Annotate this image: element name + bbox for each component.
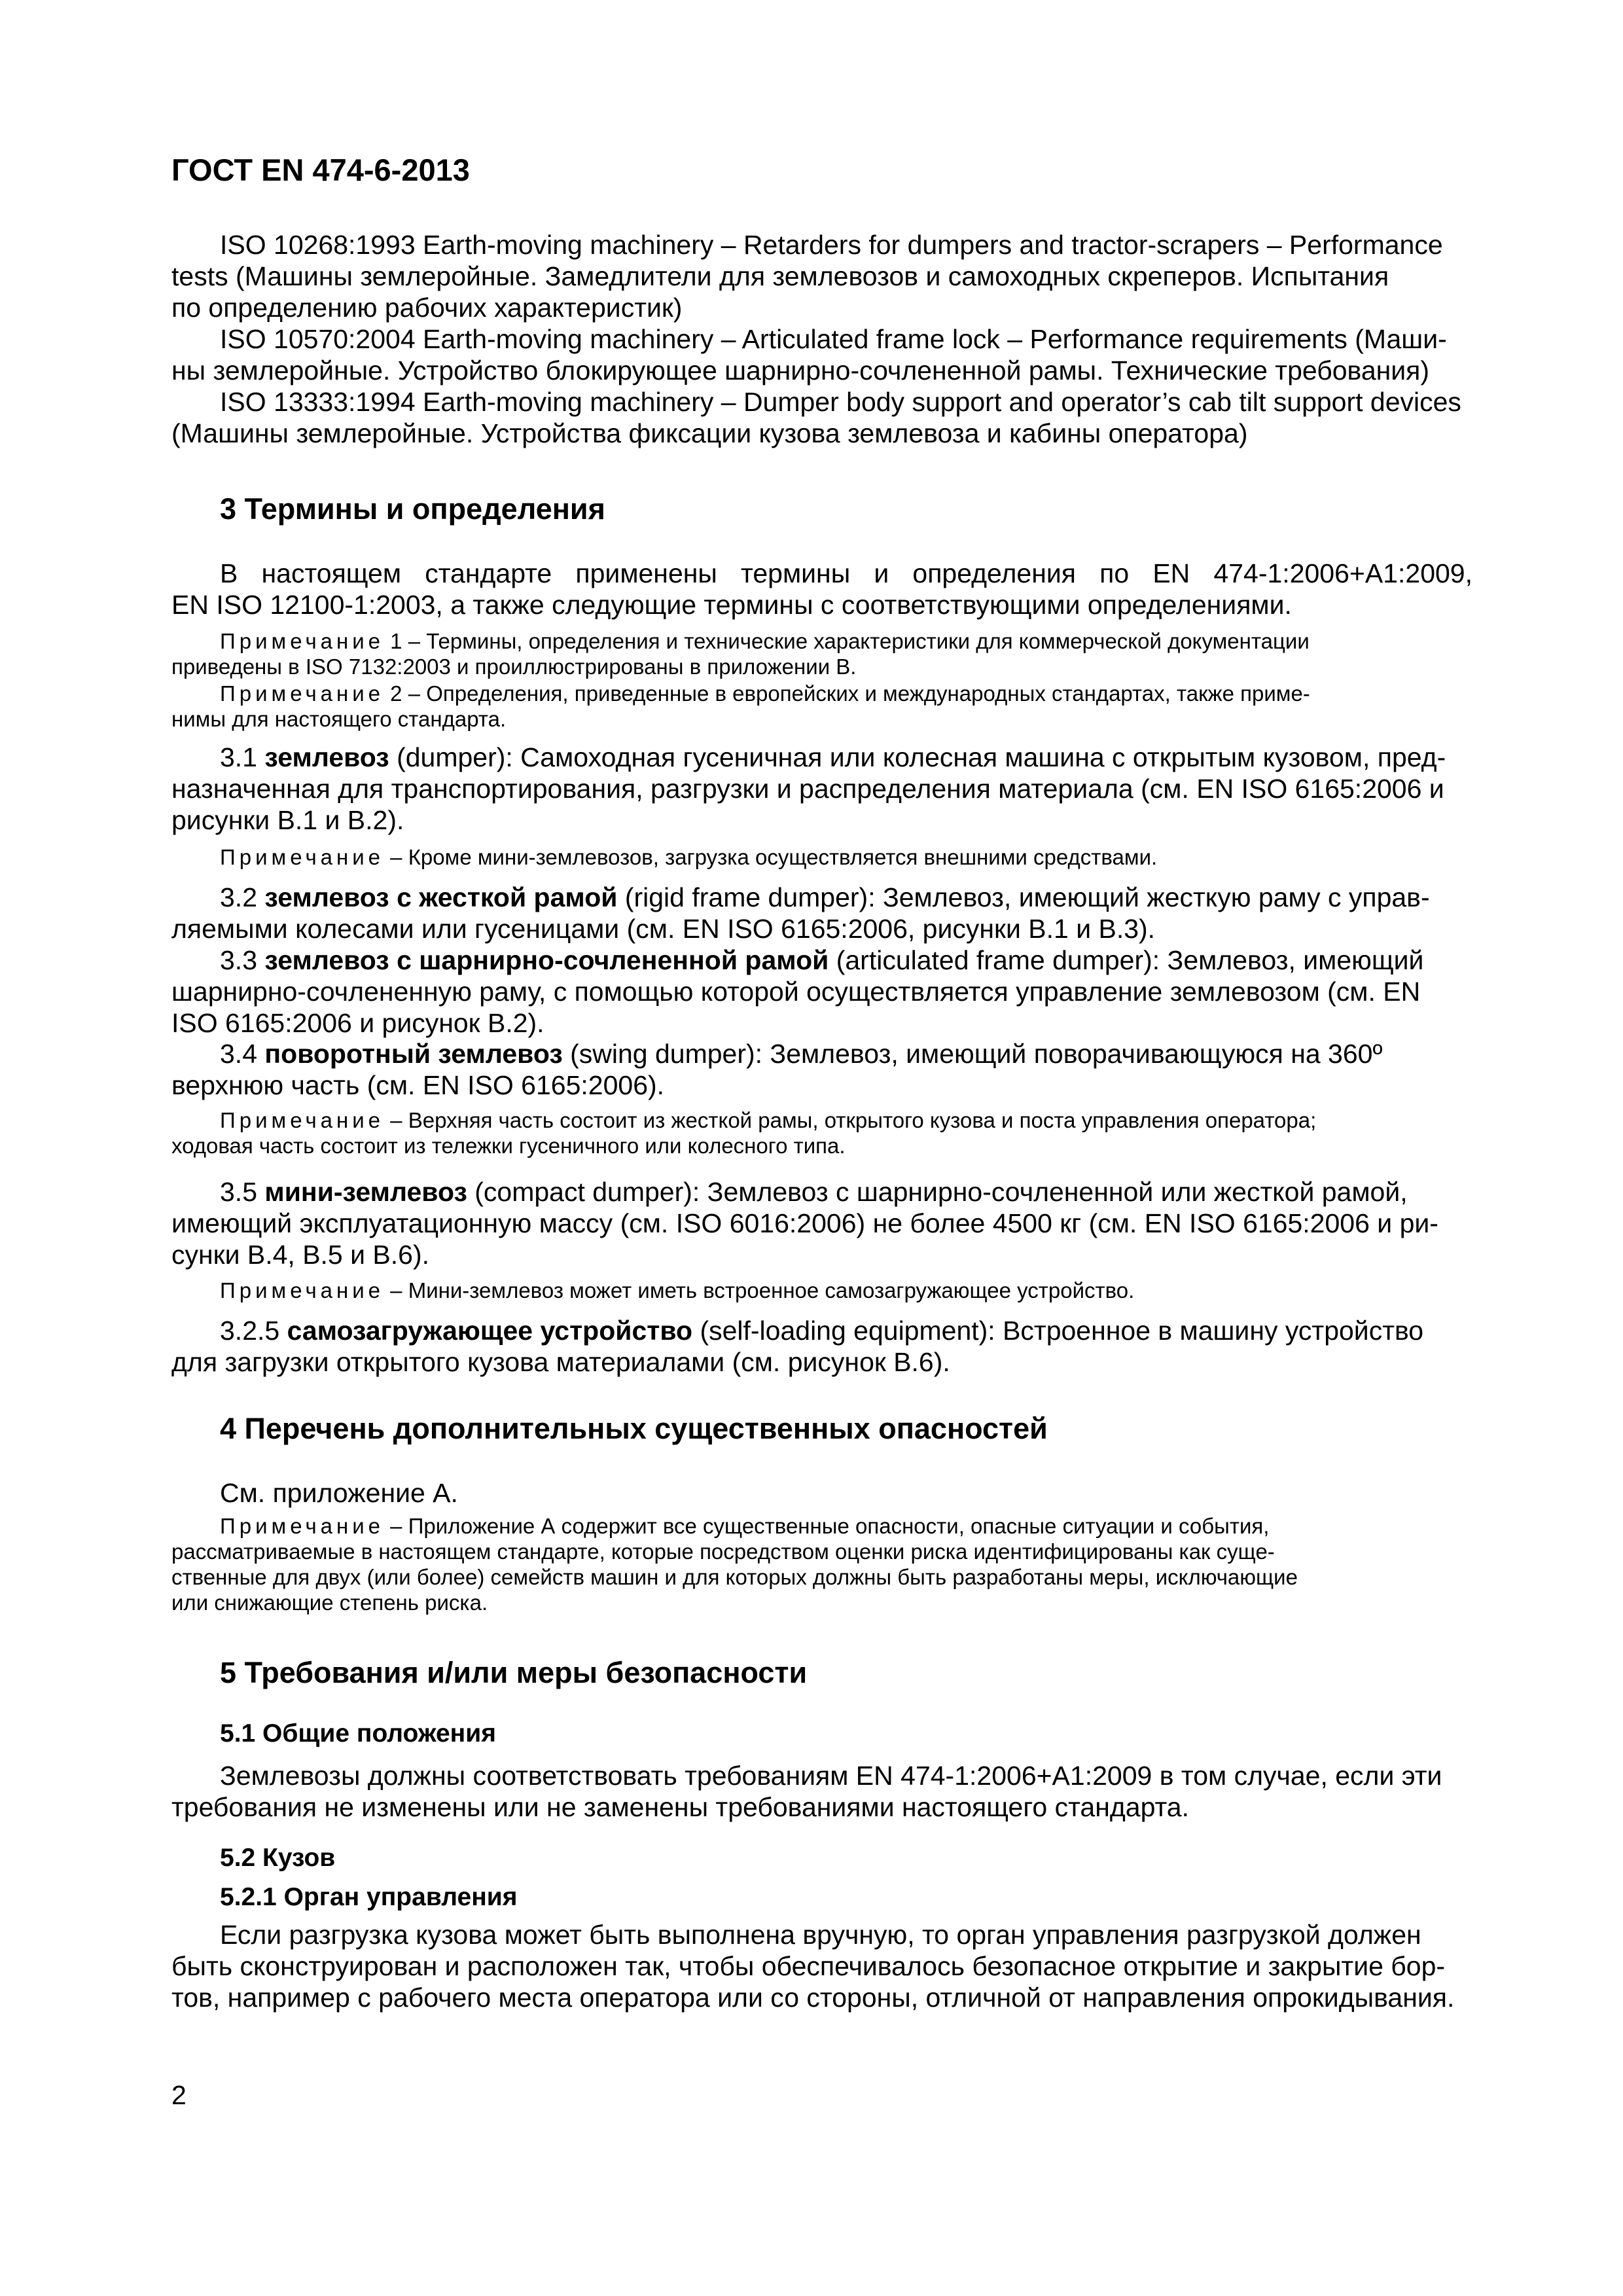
note-3-1 <box>220 844 1472 870</box>
term-3-2 <box>171 882 1472 944</box>
reference-line: ISO 13333:1994 Earth-moving machinery – Dumper body support and operator’s cab tilt support devices <box>220 387 1461 417</box>
term-definition: для загрузки открытого кузова материалами (см. рисунок В.6). <box>171 1347 950 1377</box>
reference-line: ны землеройные. Устройство блокирующее шарнирно-сочлененной рамы. Технические требования) <box>171 355 1430 386</box>
paragraph-line: быть сконструирован и расположен так, чтобы обеспечивалось безопасное открытие и закрытие бор- <box>171 1951 1446 1981</box>
term-3-1 <box>171 742 1472 836</box>
reference-line: по определению рабочих характеристик) <box>171 293 683 323</box>
term-definition: (rigid frame dumper): Землевоз, имеющий жесткую раму с управ- <box>617 882 1430 912</box>
term-name: самозагружающее устройство <box>287 1316 693 1346</box>
term-definition: шарнирно-сочлененную раму, с помощью которой осуществляется управление землевозом (см. EN <box>171 977 1421 1007</box>
reference-item <box>171 386 1472 449</box>
page-number: 2 <box>171 2080 187 2110</box>
section-4-text: См. приложение А. <box>220 1478 458 1508</box>
note-text: рассматриваемые в настоящем стандарте, которые посредством оценки риска идентифицированы как суще- <box>171 1539 1275 1564</box>
paragraph-line: требования не изменены или не заменены требованиями настоящего стандарта. <box>171 1792 1189 1822</box>
note-3-5 <box>220 1278 1472 1303</box>
term-name: землевоз с шарнирно-сочлененной рамой <box>264 945 829 975</box>
section-3-intro <box>171 558 1472 620</box>
term-definition: рисунки В.1 и В.2). <box>171 805 404 835</box>
note-text: 2 – Определения, приведенные в европейских и международных стандартах, также приме- <box>384 681 1310 706</box>
term-name: мини-землевоз <box>264 1177 467 1207</box>
reference-line: (Машины землеройные. Устройства фиксации кузова землевоза и кабины оператора) <box>171 418 1248 448</box>
reference-item <box>171 229 1472 323</box>
term-number: 3.2 <box>220 882 265 912</box>
section-5-1-text <box>171 1760 1472 1823</box>
note-text: приведены в ISO 7132:2003 и проиллюстрированы в приложении В. <box>171 655 857 679</box>
note-text: 1 – Термины, определения и технические характеристики для коммерческой документации <box>384 629 1310 653</box>
paragraph-line: Землевозы должны соответствовать требованиям EN 474-1:2006+A1:2009 в том случае, если эти <box>220 1761 1442 1791</box>
note-text: – Верхняя часть состоит из жесткой рамы, открытого кузова и поста управления оператора; <box>384 1108 1317 1132</box>
note-label: Примечание <box>220 1108 385 1132</box>
term-definition: верхнюю часть (см. EN ISO 6165:2006). <box>171 1070 665 1100</box>
note-text: или снижающие степень риска. <box>171 1590 488 1615</box>
term-number: 3.3 <box>220 945 265 975</box>
note-1 <box>171 628 1472 679</box>
term-definition: (dumper): Самоходная гусеничная или колесная машина с открытым кузовом, пред- <box>389 742 1446 772</box>
paragraph-line: тов, например с рабочего места оператора или со стороны, отличной от направления опрокидывания. <box>171 1982 1455 2013</box>
note-label: Примечание <box>220 845 385 869</box>
term-name: поворотный землевоз <box>264 1039 563 1069</box>
term-definition: (compact dumper): Землевоз с шарнирно-сочлененной или жесткой рамой, <box>467 1177 1408 1207</box>
term-definition: ляемыми колесами или гусеницами (см. EN ISO 6165:2006, рисунки В.1 и В.3). <box>171 914 1156 944</box>
section-3-heading: 3 Термины и определения <box>220 492 605 526</box>
note-label: Примечание <box>220 1278 385 1302</box>
section-5-heading: 5 Требования и/или меры безопасности <box>220 1656 808 1689</box>
term-definition: имеющий эксплуатационную массу (см. ISO 6016:2006) не более 4500 кг (см. EN ISO 6165:2006 и ри- <box>171 1208 1438 1238</box>
document-code-header: ГОСТ EN 474-6-2013 <box>171 152 470 187</box>
note-text: ходовая часть состоит из тележки гусеничного или колесного типа. <box>171 1134 846 1158</box>
term-3-4 <box>171 1038 1472 1101</box>
reference-item <box>171 323 1472 386</box>
note-text: – Кроме мини-землевозов, загрузка осуществляется внешними средствами. <box>384 845 1158 869</box>
note-text: – Мини-землевоз может иметь встроенное самозагружающее устройство. <box>384 1278 1135 1302</box>
note-text: – Приложение А содержит все существенные опасности, опасные ситуации и события, <box>384 1514 1270 1538</box>
note-label: Примечание <box>220 629 385 653</box>
term-number: 3.4 <box>220 1039 265 1069</box>
term-name: землевоз с жесткой рамой <box>264 882 618 912</box>
term-definition: (swing dumper): Землевоз, имеющий поворачивающуюся на 360º <box>562 1039 1383 1069</box>
reference-line: ISO 10570:2004 Earth-moving machinery – Articulated frame lock – Performance requirements (Маши- <box>220 324 1447 354</box>
section-5-2-1-heading: 5.2.1 Орган управления <box>220 1883 518 1911</box>
note-label: Примечание <box>220 1514 385 1538</box>
term-name: землевоз <box>264 742 389 772</box>
term-3-5 <box>171 1176 1472 1270</box>
intro-line: В настоящем стандарте применены термины и определения по EN 474-1:2006+A1:2009, <box>220 558 1472 588</box>
term-definition: ISO 6165:2006 и рисунок В.2). <box>171 1008 544 1038</box>
note-3-4 <box>171 1107 1472 1158</box>
note-text: ственные для двух (или более) семейств машин и для которых должны быть разработаны меры, исключающие <box>171 1565 1298 1589</box>
reference-line: tests (Машины землеройные. Замедлители для землевозов и самоходных скреперов. Испытания <box>171 261 1389 291</box>
note-label: Примечание <box>220 681 385 706</box>
term-definition: (self-loading equipment): Встроенное в машину устройство <box>692 1316 1424 1346</box>
normative-references <box>171 229 1472 449</box>
note-text: нимы для настоящего стандарта. <box>171 707 507 731</box>
term-3-3 <box>171 944 1472 1039</box>
section-4-heading: 4 Перечень дополнительных существенных опасностей <box>220 1412 1048 1445</box>
section-5-1-heading: 5.1 Общие положения <box>220 1719 496 1748</box>
term-number: 3.5 <box>220 1177 265 1207</box>
term-definition: назначенная для транспортирования, разгрузки и распределения материала (см. EN ISO 6165:2006 и <box>171 774 1444 804</box>
section-5-2-heading: 5.2 Кузов <box>220 1844 336 1872</box>
term-definition: сунки В.4, В.5 и В.6). <box>171 1240 430 1270</box>
section-5-2-1-text <box>171 1919 1472 2013</box>
term-number: 3.2.5 <box>220 1316 287 1346</box>
term-definition: (articulated frame dumper): Землевоз, имеющий <box>829 945 1424 975</box>
term-3-2-5 <box>171 1315 1472 1378</box>
paragraph-line: Если разгрузка кузова может быть выполнена вручную, то орган управления разгрузкой должен <box>220 1920 1421 1950</box>
section-4-note <box>171 1513 1472 1615</box>
intro-line: EN ISO 12100-1:2003, а также следующие термины с соответствующими определениями. <box>171 590 1292 620</box>
reference-line: ISO 10268:1993 Earth-moving machinery – Retarders for dumpers and tractor-scrapers – Performance <box>220 230 1443 260</box>
note-2 <box>171 681 1472 732</box>
term-number: 3.1 <box>220 742 265 772</box>
